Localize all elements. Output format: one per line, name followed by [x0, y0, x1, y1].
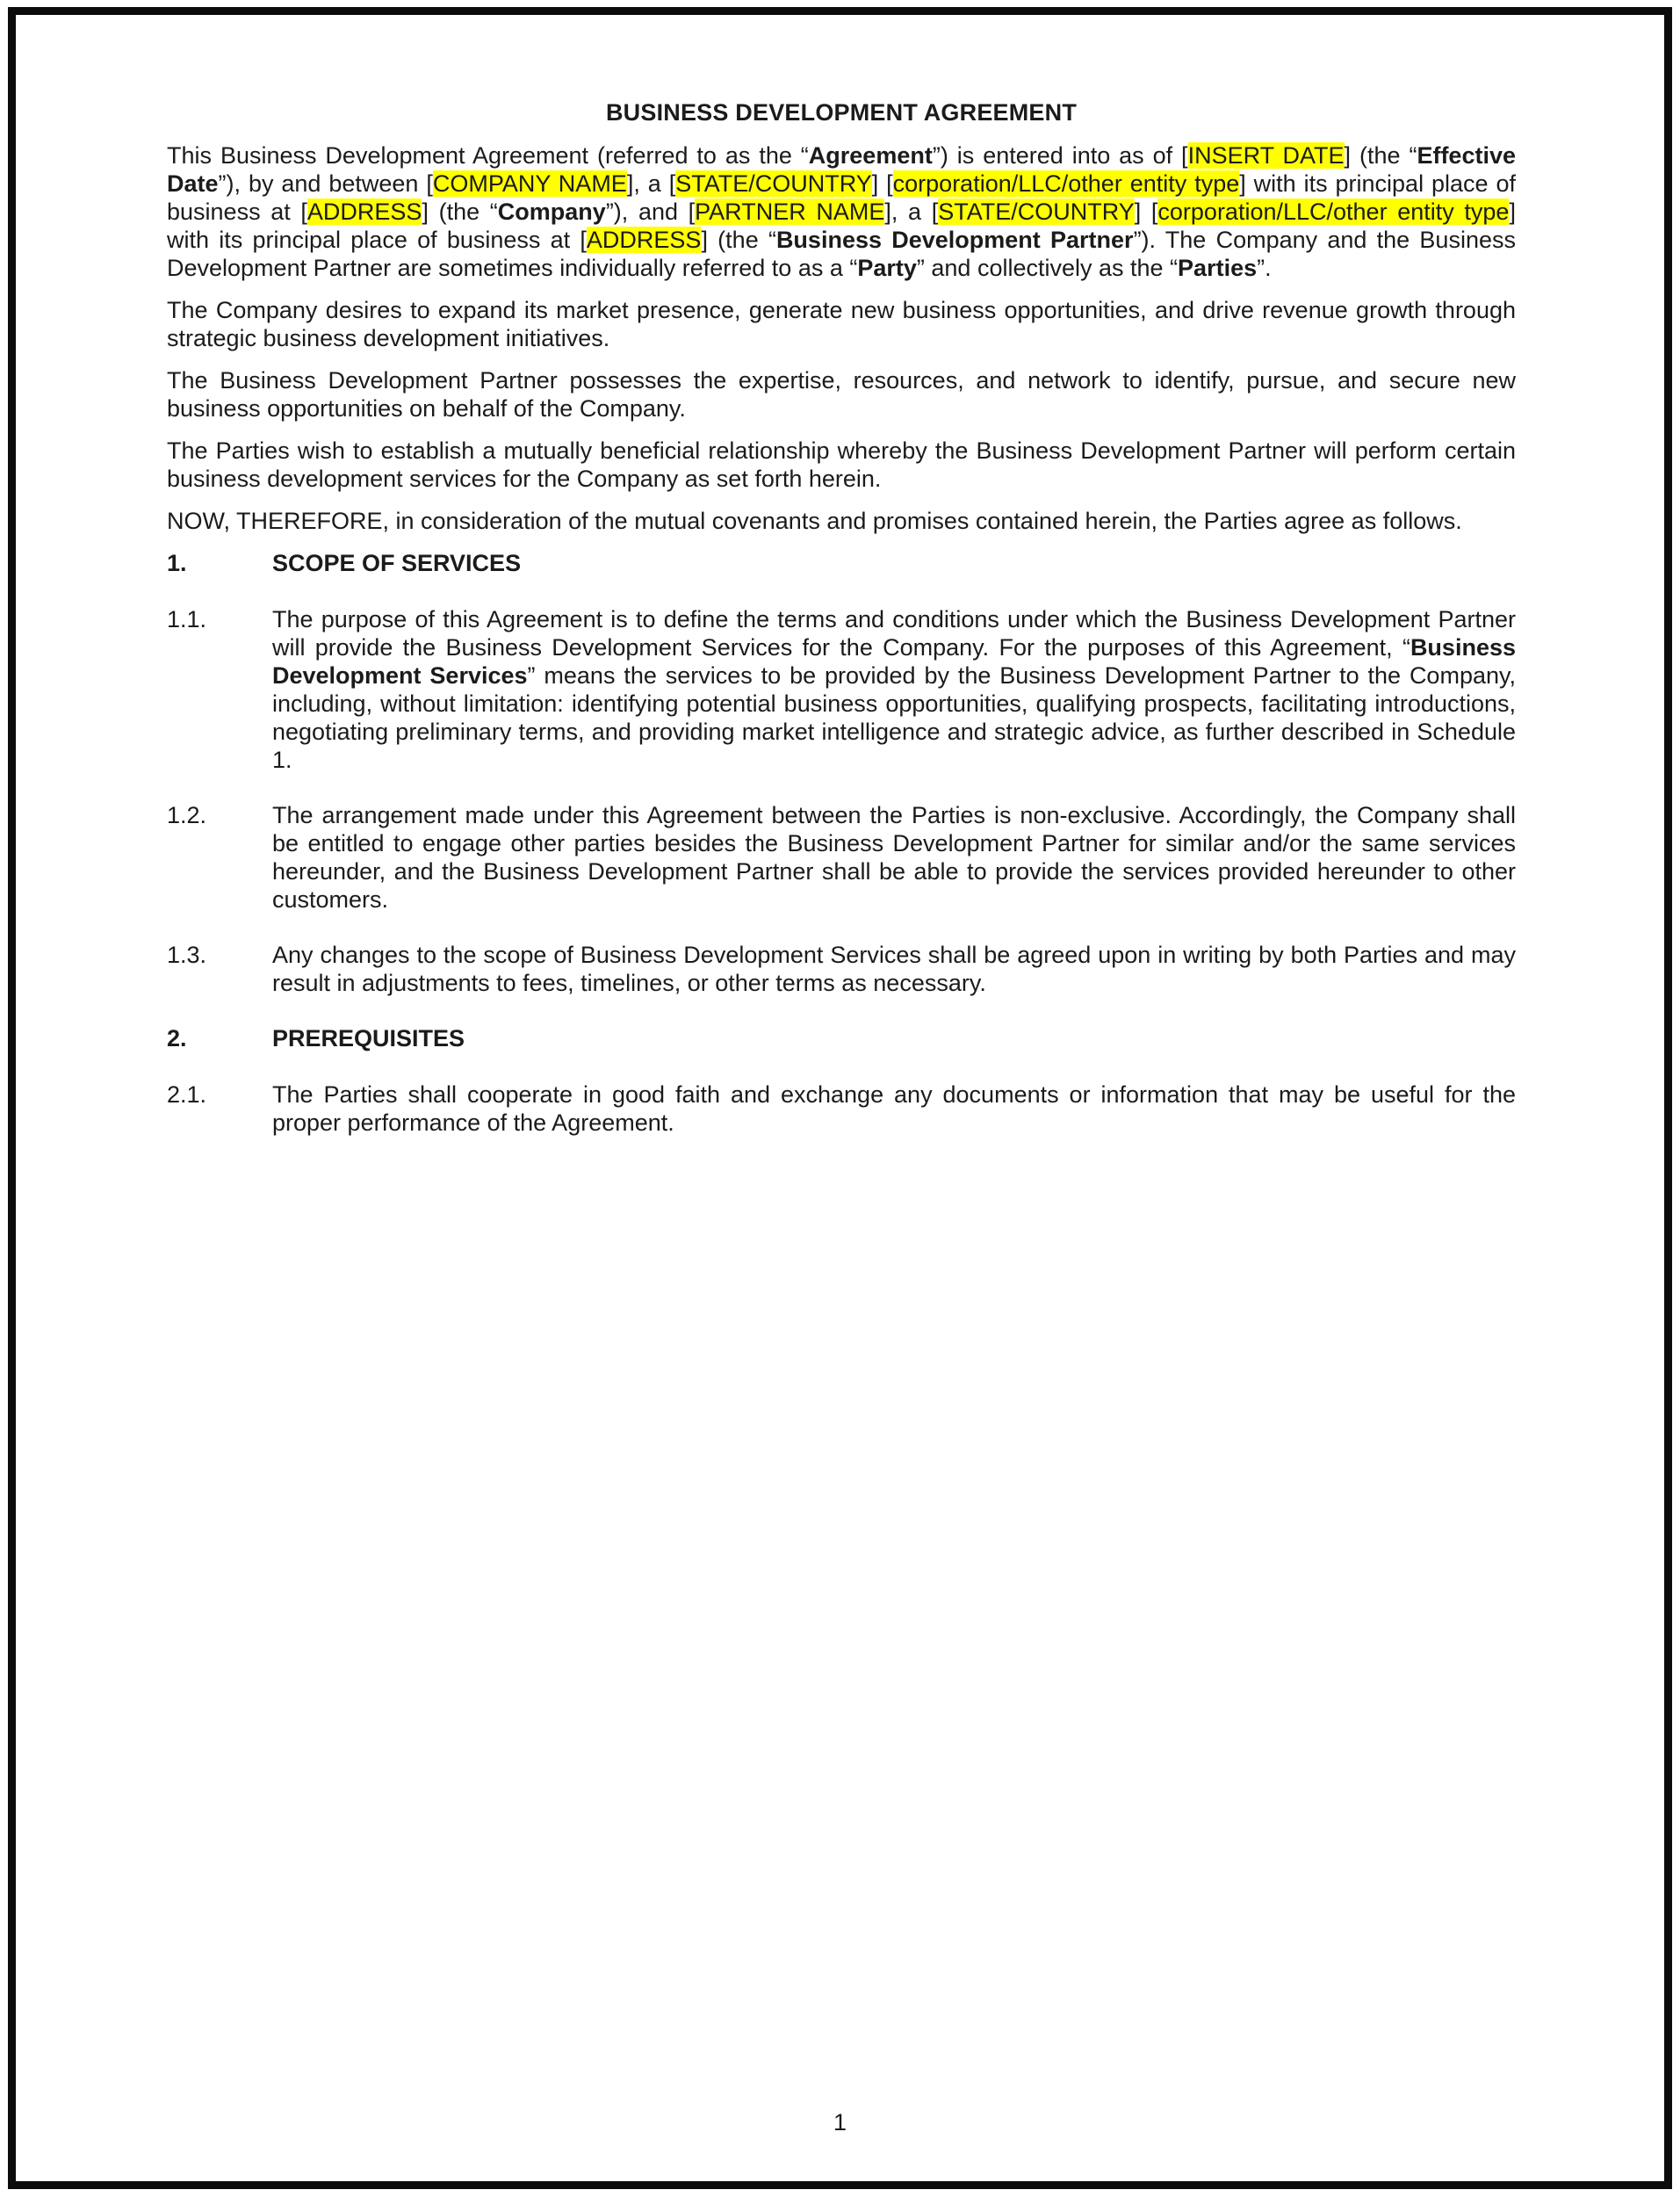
text-run: NOW, THEREFORE, in consideration of the mutual covenants and promises contained herein, the Parties agree as follows.	[167, 508, 1462, 534]
section-heading	[167, 549, 1516, 577]
placeholder-highlight: ADDRESS	[586, 227, 702, 253]
text-run: Any changes to the scope of Business Development Services shall be agreed upon in writing by both Parties and may result in adjustments to fees, timelines, or other terms as necessary.	[272, 942, 1516, 996]
document-title: BUSINESS DEVELOPMENT AGREEMENT	[605, 99, 1078, 126]
placeholder-highlight: ADDRESS	[306, 199, 422, 225]
bold-text-run: Agreement	[808, 142, 933, 169]
intro-paragraphs	[167, 141, 1516, 535]
clause-text	[272, 1080, 1516, 1137]
section-heading	[167, 1024, 1516, 1052]
text-run: ] with its principal place of business at [	[167, 170, 1516, 225]
placeholder-highlight: COMPANY NAME	[432, 170, 627, 197]
text-run: The Parties shall cooperate in good faith and exchange any documents or information that may be useful for the proper performance of the Agreement.	[272, 1081, 1516, 1136]
section-number: 1.	[167, 550, 187, 576]
text-run: ], a [	[884, 199, 939, 225]
text-run: This Business Development Agreement (referred to as the “	[167, 142, 809, 169]
clause-number: 1.2.	[167, 802, 207, 828]
text-run: ] [	[1134, 199, 1158, 225]
text-run: ” means the services to be provided by the Business Development Partner to the Company, including, without limitation: identifying potential business opportunities, qualifying prospects, facilitating introductions, negotiating preliminary terms, and providing market intelligence and strategic advice, as further described in Schedule 1.	[272, 662, 1516, 773]
text-run: ] (the “	[701, 227, 776, 253]
bold-text-run: Company	[497, 199, 606, 225]
paragraph	[167, 141, 1516, 282]
text-run: The Business Development Partner possesses the expertise, resources, and network to identify, pursue, and secure new business opportunities on behalf of the Company.	[167, 367, 1516, 422]
paragraph	[167, 437, 1516, 493]
text-run: The arrangement made under this Agreement between the Parties is non-exclusive. Accordingly, the Company shall be entitled to engage other parties besides the Business Development Partner for similar and/or the same services hereunder, and the Business Development Partner shall be able to provide the services provided hereunder to other customers.	[272, 802, 1516, 913]
bold-text-run: Business Development Services	[272, 634, 1516, 689]
sections	[167, 549, 1516, 1137]
clause-text	[272, 605, 1516, 774]
bold-text-run: Party	[857, 255, 917, 281]
clause-number: 2.1.	[167, 1081, 207, 1108]
placeholder-highlight: corporation/LLC/other entity type	[1157, 199, 1510, 225]
text-run: ”) is entered into as of [	[932, 142, 1188, 169]
clause-text	[272, 941, 1516, 997]
clause	[167, 1080, 1516, 1137]
text-run: ”), and [	[605, 199, 696, 225]
document-content	[167, 98, 1516, 1164]
text-run: ”.	[1257, 255, 1272, 281]
paragraph	[167, 507, 1516, 535]
clause	[167, 941, 1516, 997]
placeholder-highlight: corporation/LLC/other entity type	[892, 170, 1240, 197]
clause-text	[272, 801, 1516, 914]
clause-number: 1.3.	[167, 942, 207, 968]
placeholder-highlight: STATE/COUNTRY	[675, 170, 872, 197]
placeholder-highlight: PARTNER NAME	[695, 199, 885, 225]
bold-text-run: Business Development Partner	[775, 227, 1134, 253]
bold-text-run: Effective Date	[167, 142, 1516, 197]
section-number: 2.	[167, 1025, 187, 1052]
page-number: 1	[833, 2109, 847, 2136]
text-run: ] (the “	[1344, 142, 1417, 169]
text-run: The Parties wish to establish a mutually beneficial relationship whereby the Business Development Partner will perform certain business development services for the Company as set forth herein.	[167, 437, 1516, 492]
text-run: ” and collectively as the “	[916, 255, 1179, 281]
text-run: The Company desires to expand its market presence, generate new business opportunities, and drive revenue growth through strategic business development initiatives.	[167, 297, 1516, 351]
clause	[167, 605, 1516, 774]
clause-number: 1.1.	[167, 606, 207, 632]
section-title: SCOPE OF SERVICES	[272, 550, 522, 576]
text-run: ] (the “	[422, 199, 498, 225]
paragraph	[167, 366, 1516, 423]
placeholder-highlight: INSERT DATE	[1187, 142, 1345, 169]
text-run: ], a [	[626, 170, 676, 197]
text-run: ”), by and between [	[218, 170, 433, 197]
text-run: ] [	[871, 170, 893, 197]
clause	[167, 801, 1516, 914]
bold-text-run: Parties	[1178, 255, 1258, 281]
text-run: ] with its principal place of business at [	[167, 199, 1516, 253]
text-run: The purpose of this Agreement is to define the terms and conditions under which the Business Development Partner will provide the Business Development Services for the Company. For the purposes of this Agreement, “	[272, 606, 1516, 661]
section-title: PREREQUISITES	[272, 1025, 465, 1052]
paragraph	[167, 296, 1516, 352]
placeholder-highlight: STATE/COUNTRY	[938, 199, 1135, 225]
text-run: ”). The Company and the Business Development Partner are sometimes individually referred to as a “	[167, 227, 1516, 281]
